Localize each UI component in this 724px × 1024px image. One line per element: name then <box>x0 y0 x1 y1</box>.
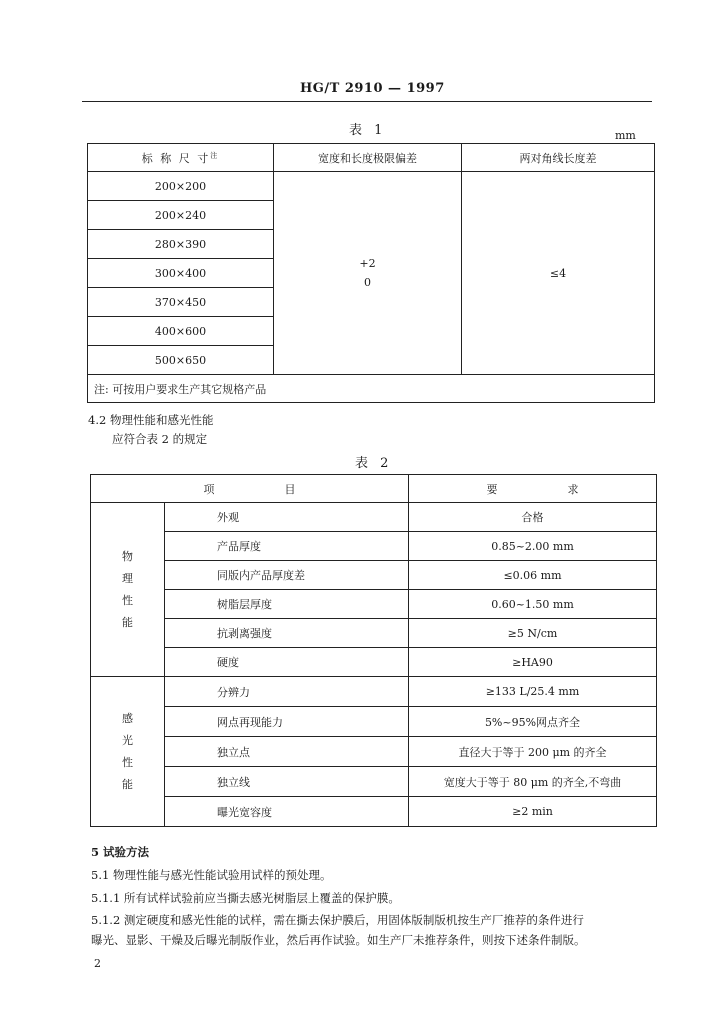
table1-header-size <box>88 144 274 172</box>
table1-size-cell: 280×390 <box>88 230 274 259</box>
group-physical-text: 物理性能 <box>122 549 133 629</box>
table2-req: 0.60~1.50 mm <box>409 590 657 619</box>
tolerance-upper: +2 <box>359 257 376 270</box>
table2-req: ≥HA90 <box>409 648 657 677</box>
table2-req: 5%~95%网点齐全 <box>409 707 657 737</box>
section-5-1-2: 5.1.2 测定硬度和感光性能的试样，需在撕去保护膜后，用固体版制版机按生产厂推荐的条件进行 <box>91 913 584 927</box>
page-number: 2 <box>94 957 101 970</box>
table1-size-cell: 200×240 <box>88 201 274 230</box>
header-rule <box>82 101 652 102</box>
table2-item: 曝光宽容度 <box>165 797 409 827</box>
table1-header-tolerance: 宽度和长度极限偏差 <box>274 144 462 172</box>
table2-req: 合格 <box>409 503 657 532</box>
table2 <box>90 474 657 827</box>
table2-item: 硬度 <box>165 648 409 677</box>
table2-req: ≤0.06 mm <box>409 561 657 590</box>
section-5-1: 5.1 物理性能与感光性能试验用试样的预处理。 <box>91 868 332 882</box>
tolerance-lower: 0 <box>364 276 371 289</box>
table1-header-diagonal: 两对角线长度差 <box>462 144 655 172</box>
table1-caption: 表 1 <box>349 123 387 138</box>
table2-item: 抗剥离强度 <box>165 619 409 648</box>
table1-size-cell: 300×400 <box>88 259 274 288</box>
group-photo-text: 感光性能 <box>122 711 133 791</box>
note-mark: 注 <box>210 150 220 159</box>
table2-header-requirement: 要 求 <box>409 475 657 503</box>
table1-note: 注: 可按用户要求生产其它规格产品 <box>88 375 655 403</box>
group-physical-label <box>91 503 165 677</box>
standard-number: HG/T 2910 — 1997 <box>300 81 445 96</box>
table2-item: 分辨力 <box>165 677 409 707</box>
table2-req: ≥2 min <box>409 797 657 827</box>
table2-item: 外观 <box>165 503 409 532</box>
table2-req: 0.85~2.00 mm <box>409 532 657 561</box>
table2-req: 直径大于等于 200 μm 的齐全 <box>409 737 657 767</box>
group-photo-label <box>91 677 165 827</box>
table2-req: ≥5 N/cm <box>409 619 657 648</box>
section-5-1-2-continued: 曝光、显影、干燥及后曝光制版作业，然后再作试验。如生产厂未推荐条件，则按下述条件制版。 <box>91 933 586 947</box>
table1-unit: mm <box>615 129 636 142</box>
table2-item: 独立点 <box>165 737 409 767</box>
table1-size-cell: 200×200 <box>88 172 274 201</box>
table1-diagonal-cell: ≤4 <box>462 172 655 375</box>
table1-header-size-label: 标 称 尺 寸 <box>141 151 211 165</box>
table2-item: 产品厚度 <box>165 532 409 561</box>
table2-item: 独立线 <box>165 767 409 797</box>
table2-item: 树脂层厚度 <box>165 590 409 619</box>
table1-tolerance-cell <box>274 172 462 375</box>
table2-caption: 表 2 <box>355 456 393 471</box>
table2-item: 同版内产品厚度差 <box>165 561 409 590</box>
table2-item: 网点再现能力 <box>165 707 409 737</box>
section-4-2-text: 应符合表 2 的规定 <box>112 432 208 446</box>
table1-size-cell: 400×600 <box>88 317 274 346</box>
table2-req: ≥133 L/25.4 mm <box>409 677 657 707</box>
table1-size-cell: 370×450 <box>88 288 274 317</box>
section-4-2-title: 4.2 物理性能和感光性能 <box>88 413 214 427</box>
table2-header-item: 项 目 <box>91 475 409 503</box>
section-5-1-1: 5.1.1 所有试样试验前应当撕去感光树脂层上覆盖的保护膜。 <box>91 891 400 905</box>
table2-req: 宽度大于等于 80 μm 的齐全,不弯曲 <box>409 767 657 797</box>
section-5-title: 5 试验方法 <box>91 845 150 859</box>
table1-size-cell: 500×650 <box>88 346 274 375</box>
table1 <box>87 143 655 403</box>
